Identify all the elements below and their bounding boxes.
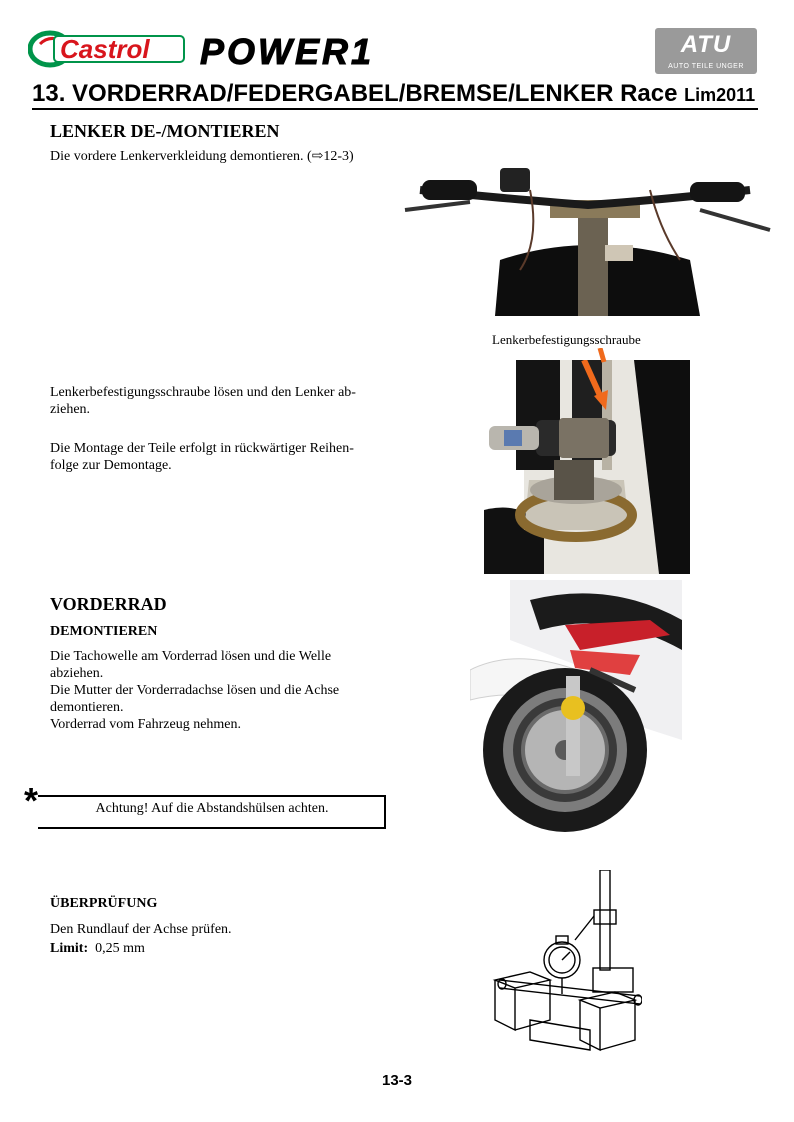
caption-lenkerbefestigungsschraube: Lenkerbefestigungsschraube [492, 332, 641, 347]
warning-note-text: Achtung! Auf die Abstandshülsen achten. [95, 801, 329, 816]
limit-value: 0,25 mm [95, 941, 145, 956]
subheading-ueberpruefung: ÜBERPRÜFUNG [50, 896, 158, 911]
power1-logo [198, 34, 398, 68]
page-number: 13-3 [381, 1072, 413, 1089]
vorderrad-line-4: demontieren. [50, 700, 124, 715]
lenker-intro: Die vordere Lenkerverkleidung demontieren. (⇨12-3) [50, 149, 354, 164]
atu-logo-subtext: AUTO TEILE UNGER [668, 63, 744, 70]
chapter-title [32, 80, 762, 108]
heading-lenker: LENKER DE-/MONTIEREN [50, 121, 280, 141]
limit-line [50, 940, 145, 957]
lenker-step1-line2: ziehen. [50, 402, 91, 417]
lenker-step1-line1: Lenkerbefestigungsschraube lösen und den Lenker ab- [50, 385, 356, 400]
photo-steering-stem [484, 360, 690, 574]
limit-label: Limit: [50, 941, 89, 956]
pruefung-text: Den Rundlauf der Achse prüfen. [50, 922, 232, 937]
lenker-step2-line1: Die Montage der Teile erfolgt in rückwärtiger Reihen- [50, 441, 354, 456]
svg-text:Castrol: Castrol [60, 34, 150, 64]
vorderrad-line-1: Die Tachowelle am Vorderrad lösen und die Welle [50, 649, 332, 664]
chapter-title-text: 13. VORDERRAD/FEDERGABEL/BREMSE/LENKER Race [32, 80, 678, 107]
chapter-model: Lim2011 [684, 85, 756, 105]
photo-handlebar [400, 160, 776, 316]
subheading-demontieren: DEMONTIEREN [50, 624, 158, 639]
vorderrad-line-5: Vorderrad vom Fahrzeug nehmen. [50, 717, 242, 732]
title-divider [32, 108, 758, 110]
atu-logo-text: ATU [680, 31, 732, 58]
vorderrad-line-2: abziehen. [50, 666, 104, 681]
castrol-logo [28, 30, 188, 68]
illustration-dial-indicator [490, 870, 642, 1062]
asterisk-icon: * [24, 780, 39, 821]
atu-logo [655, 28, 757, 74]
photo-front-wheel [470, 580, 682, 832]
heading-vorderrad: VORDERRAD [50, 594, 167, 614]
vorderrad-line-3: Die Mutter der Vorderradachse lösen und die Achse [50, 683, 340, 698]
lenker-step2-line2: folge zur Demontage. [50, 458, 172, 473]
caption-arrow-icon [586, 348, 616, 368]
svg-text:POWER1: POWER1 [200, 34, 375, 68]
